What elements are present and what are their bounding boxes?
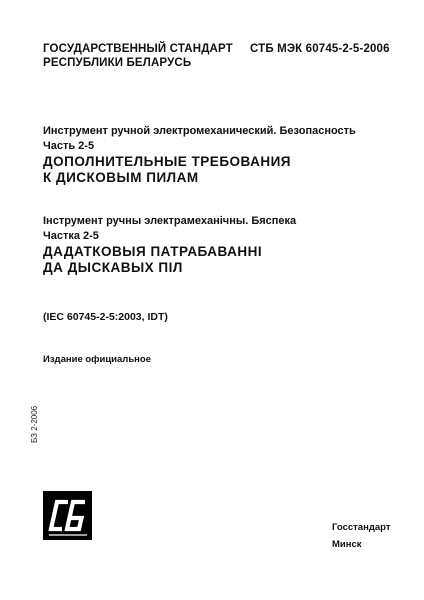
standard-code: СТБ МЭК 60745-2-5-2006 <box>250 43 390 55</box>
title-ru-line1: Инструмент ручной электромеханический. Безопасность <box>43 125 356 137</box>
iec-reference: (IEC 60745-2-5:2003, IDT) <box>43 311 168 323</box>
gosstandart-logo <box>43 491 92 540</box>
edition-label: Издание официальное <box>43 354 151 365</box>
publisher-name: Госстандарт <box>332 522 391 533</box>
org-name-line2: РЕСПУБЛИКИ БЕЛАРУСЬ <box>43 57 192 69</box>
title-by-main-line1: ДАДАТКОВЫЯ ПАТРАБАВАННІ <box>43 244 263 259</box>
publisher-city: Минск <box>332 539 362 550</box>
title-ru-main-line2: К ДИСКОВЫМ ПИЛАМ <box>43 170 199 185</box>
title-ru-main-line1: ДОПОЛНИТЕЛЬНЫЕ ТРЕБОВАНИЯ <box>43 154 291 169</box>
title-ru-part: Часть 2-5 <box>43 140 95 152</box>
title-by-main-line2: ДА ДЫСКАВЫХ ПІЛ <box>43 260 183 275</box>
title-by-part: Частка 2-5 <box>43 230 99 242</box>
side-registration-code: БЗ 2-2006 <box>30 405 39 443</box>
org-name-line1: ГОСУДАРСТВЕННЫЙ СТАНДАРТ <box>43 43 233 55</box>
title-by-line1: Інструмент ручны электрамеханічны. Бяспека <box>43 215 297 227</box>
